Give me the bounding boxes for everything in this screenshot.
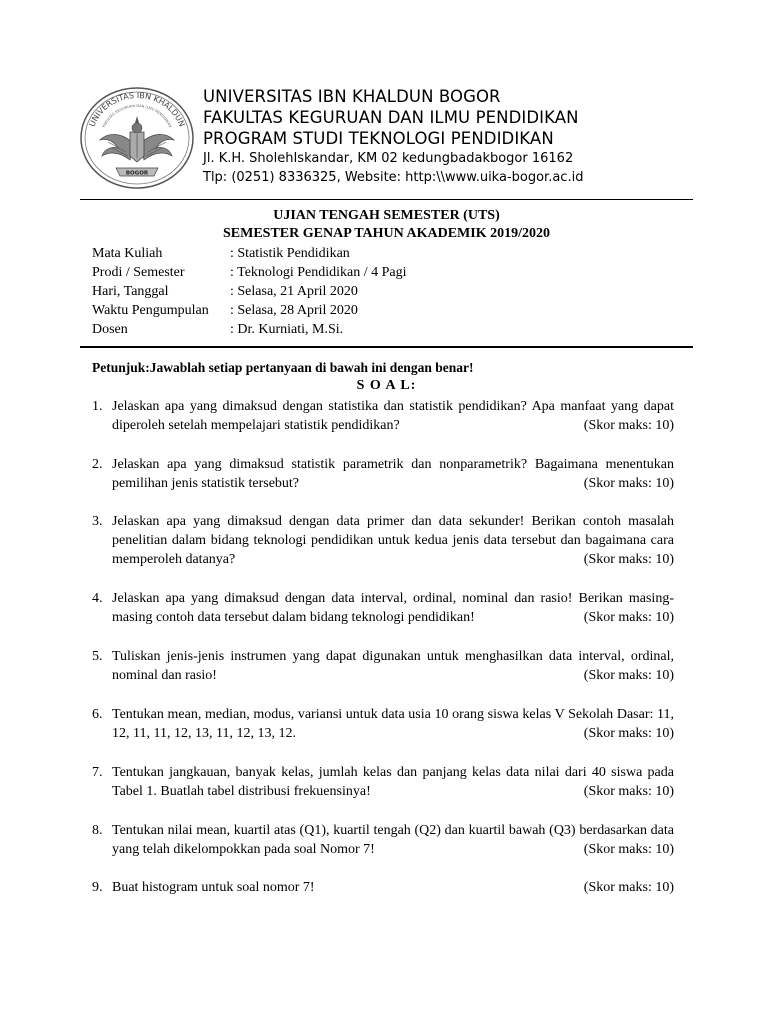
question-item [92, 821, 674, 859]
info-label: Hari, Tanggal [92, 284, 169, 299]
question-item [92, 763, 674, 801]
question-number: 9. [92, 880, 103, 895]
logo-banner-text: BOGOR [125, 170, 149, 177]
faculty-name: FAKULTAS KEGURUAN DAN ILMU PENDIDIKAN [203, 108, 579, 127]
info-label: Prodi / Semester [92, 265, 185, 280]
question-text: Tentukan nilai mean, kuartil atas (Q1), kuartil tengah (Q2) dan kuartil bawah (Q3) berdasarkan data yang telah dikelompokkan pada soal Nomor 7! [112, 823, 674, 857]
question-text: Jelaskan apa yang dimaksud dengan statistika dan statistik pendidikan? Apa manfaat yang dapat diperoleh setelah mempelajari statistik pendidikan? [112, 399, 674, 433]
question-item [92, 455, 674, 493]
info-value: : Teknologi Pendidikan / 4 Pagi [230, 265, 407, 280]
question-score: (Skor maks: 10) [583, 476, 674, 491]
question-score: (Skor maks: 10) [583, 880, 674, 895]
info-value: : Statistik Pendidikan [230, 246, 350, 261]
question-number: 1. [92, 399, 103, 414]
question-item [92, 397, 674, 435]
question-text: Tentukan mean, median, modus, variansi untuk data usia 10 orang siswa kelas V Sekolah Dasar: 11, 12, 11, 11, 12, 13, 11, 12, 13, 12. [112, 707, 674, 741]
question-number: 5. [92, 649, 103, 664]
question-text: Jelaskan apa yang dimaksud dengan data interval, ordinal, nominal dan rasio! Berikan masing-masing contoh data tersebut dalam bidang teknologi pendidikan! [112, 591, 674, 625]
question-item [92, 878, 674, 897]
question-score: (Skor maks: 10) [583, 726, 674, 741]
question-item [92, 647, 674, 685]
contact-text: Tlp: (0251) 8336325, Website: http:\\www.uika-bogor.ac.id [203, 170, 584, 185]
question-score: (Skor maks: 10) [583, 668, 674, 683]
letterhead [203, 86, 583, 187]
university-logo [78, 82, 196, 190]
program-name: PROGRAM STUDI TEKNOLOGI PENDIDIKAN [203, 129, 554, 148]
info-label: Dosen [92, 322, 128, 337]
question-score: (Skor maks: 10) [583, 610, 674, 625]
question-text: Tentukan jangkauan, banyak kelas, jumlah kelas dan panjang kelas data nilai dari 40 siswa pada Tabel 1. Buatlah tabel distribusi frekuensinya! [112, 765, 674, 799]
info-value: : Dr. Kurniati, M.Si. [230, 322, 344, 337]
logo-inner-text: FAKULTAS KEGURUAN DAN ILMU PENDIDIKAN [101, 103, 173, 129]
question-text: Tuliskan jenis-jenis instrumen yang dapat digunakan untuk menghasilkan data interval, ordinal, nominal dan rasio! [112, 649, 674, 683]
question-number: 2. [92, 457, 103, 472]
question-score: (Skor maks: 10) [583, 552, 674, 567]
question-number: 7. [92, 765, 103, 780]
question-score: (Skor maks: 10) [583, 784, 674, 799]
info-label: Waktu Pengumpulan [92, 303, 209, 318]
info-value: : Selasa, 21 April 2020 [230, 284, 358, 299]
exam-title: UJIAN TENGAH SEMESTER (UTS) [273, 208, 500, 223]
question-text: Jelaskan apa yang dimaksud statistik parametrik dan nonparametrik? Bagaimana menentukan pemilihan jenis statistik tersebut? [112, 457, 674, 491]
instructions: Petunjuk:Jawablah setiap pertanyaan di bawah ini dengan benar! [92, 360, 474, 375]
info-value: : Selasa, 28 April 2020 [230, 303, 358, 318]
question-item [92, 512, 674, 569]
question-score: (Skor maks: 10) [583, 842, 674, 857]
question-item [92, 589, 674, 627]
question-text: Jelaskan apa yang dimaksud dengan data primer dan data sekunder! Berikan contoh masalah penelitian dalam bidang teknologi pendidikan untuk kedua jenis data tersebut dan bagaimana cara memperoleh datanya? [112, 514, 674, 567]
logo-ring-text: UNIVERSITAS IBN KHALDUN [87, 90, 187, 129]
university-name: UNIVERSITAS IBN KHALDUN BOGOR [203, 87, 501, 106]
question-number: 8. [92, 823, 103, 838]
question-number: 3. [92, 514, 103, 529]
section-divider [80, 346, 693, 348]
question-item [92, 705, 674, 743]
address-text: Jl. K.H. SholehIskandar, KM 02 kedungbadakbogor 16162 [203, 151, 574, 166]
question-text: Buat histogram untuk soal nomor 7! [112, 880, 315, 895]
questions-heading: S O A L: [356, 378, 417, 393]
header-divider [80, 199, 693, 200]
question-score: (Skor maks: 10) [583, 418, 674, 433]
semester-title: SEMESTER GENAP TAHUN AKADEMIK 2019/2020 [223, 226, 550, 241]
question-number: 6. [92, 707, 103, 722]
info-label: Mata Kuliah [92, 246, 163, 261]
question-number: 4. [92, 591, 103, 606]
